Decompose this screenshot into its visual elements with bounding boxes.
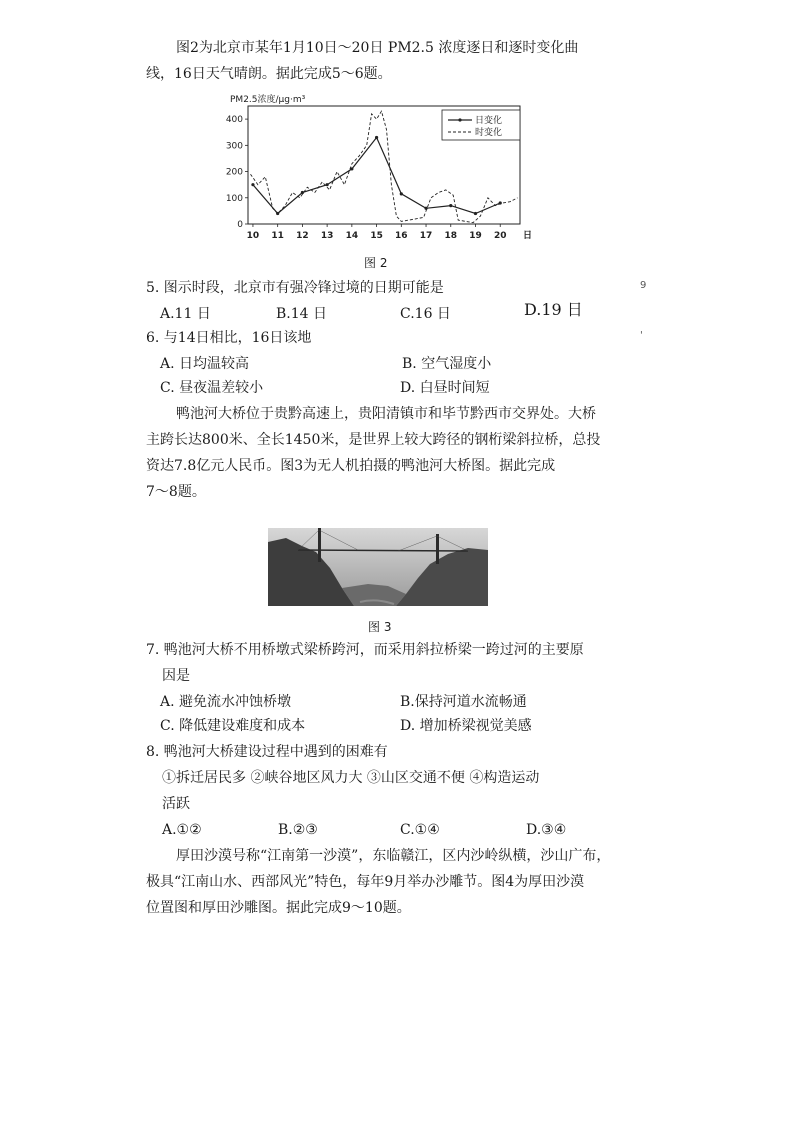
q5-option-b: B.14 日 [276,306,328,322]
photo-deck [298,550,468,551]
y-tick-label: 400 [225,115,243,126]
margin-mark-1: 9 [640,280,647,291]
x-tick-label: 13 [320,231,334,241]
q8-option-a: A.①② [162,822,202,838]
x-tick-label: 20 [493,231,507,241]
daily-series-point [251,183,254,186]
q8-option-d: D.③④ [526,822,567,838]
daily-series-point [424,207,427,210]
legend-label-hourly: 时变化 [475,128,503,138]
y-tick-label: 200 [225,167,243,178]
figure3-caption: 图 3 [368,620,392,634]
x-tick-label: 15 [370,231,383,241]
x-tick-label: 14 [345,231,359,241]
q5-stem: 5. 图示时段，北京市有强冷锋过境的日期可能是 [146,280,444,296]
x-tick-label: 10 [246,231,260,241]
y-tick-label: 300 [225,141,243,152]
intro3-line1: 厚田沙漠号称“江南第一沙漠”，东临赣江，区内沙岭纵横，沙山广布， [176,848,611,864]
q7-option-c: C. 降低建设难度和成本 [160,718,306,734]
photo-left-tower [318,528,321,562]
q6-option-b: B. 空气湿度小 [402,356,492,372]
x-tick-label: 19 [469,231,482,241]
q6-stem: 6. 与14日相比，16日该地 [146,330,312,346]
x-tick-label: 11 [271,231,284,241]
chart-legend [442,110,520,140]
daily-series-point [400,192,403,195]
q6-option-c: C. 昼夜温差较小 [160,380,264,396]
daily-series-point [301,191,304,194]
margin-mark-2: ' [640,330,643,341]
x-tick-label: 17 [419,231,433,241]
q5-option-c: C.16 日 [400,306,451,322]
q8-items-line1: ①拆迁居民多 ②峡谷地区风力大 ③山区交通不便 ④构造运动 [162,770,540,786]
x-tick-label: 12 [296,231,309,241]
intro3-line2: 极具“江南山水、西部风光”特色，每年9月举办沙雕节。图4为厚田沙漠 [146,874,585,890]
intro2-line4: 7～8题。 [146,484,206,500]
legend-marker-daily [458,118,461,121]
intro2-line3: 资达7.8亿元人民币。图3为无人机拍摄的鸭池河大桥图。据此完成 [146,458,556,474]
pm25-chart [222,92,532,252]
intro3-line3: 位置图和厚田沙雕图。据此完成9～10题。 [146,900,411,916]
y-tick-label: 100 [225,193,243,204]
daily-series-point [449,204,452,207]
q8-option-c: C.①④ [400,822,440,838]
x-tick-label: 18 [444,231,458,241]
daily-series-line [253,138,500,214]
legend-label-daily: 日变化 [475,116,503,126]
figure2-caption: 图 2 [364,256,388,270]
daily-series-point [474,212,477,215]
photo-right-tower [436,534,439,564]
chart-ylabel: PM2.5浓度/μg·m³ [230,95,306,105]
intro1-line1: 图2为北京市某年1月10日～20日 PM2.5 浓度逐日和逐时变化曲 [176,40,579,56]
x-tick-label: 16 [395,231,408,241]
bridge-photo [268,528,488,606]
q8-items-line2: 活跃 [162,796,190,812]
q7-stem-line2: 因是 [162,668,190,684]
intro2-line2: 主跨长达800米、全长1450米，是世界上较大跨径的钢桁梁斜拉桥，总投 [146,432,601,448]
daily-series-point [326,183,329,186]
y-tick-label: 0 [237,220,243,230]
q8-option-b: B.②③ [278,822,318,838]
intro2-line1: 鸭池河大桥位于贵黔高速上，贵阳清镇市和毕节黔西市交界处。大桥 [176,406,596,422]
q6-option-a: A. 日均温较高 [160,356,250,372]
q6-option-d: D. 白昼时间短 [400,380,490,396]
q7-option-b: B.保持河道水流畅通 [400,694,527,710]
q7-option-d: D. 增加桥梁视觉美感 [400,718,532,734]
q7-option-a: A. 避免流水冲蚀桥墩 [160,694,292,710]
daily-series-point [375,136,378,139]
q5-option-a: A.11 日 [160,306,211,322]
x-axis-label: 日 [523,231,532,241]
q8-stem: 8. 鸭池河大桥建设过程中遇到的困难有 [146,744,388,760]
intro1-line2: 线，16日天气晴朗。据此完成5～6题。 [146,66,392,82]
q7-stem-line1: 7. 鸭池河大桥不用桥墩式梁桥跨河，而采用斜拉桥梁一跨过河的主要原 [146,642,584,658]
q5-option-d: D.19 日 [524,300,583,319]
